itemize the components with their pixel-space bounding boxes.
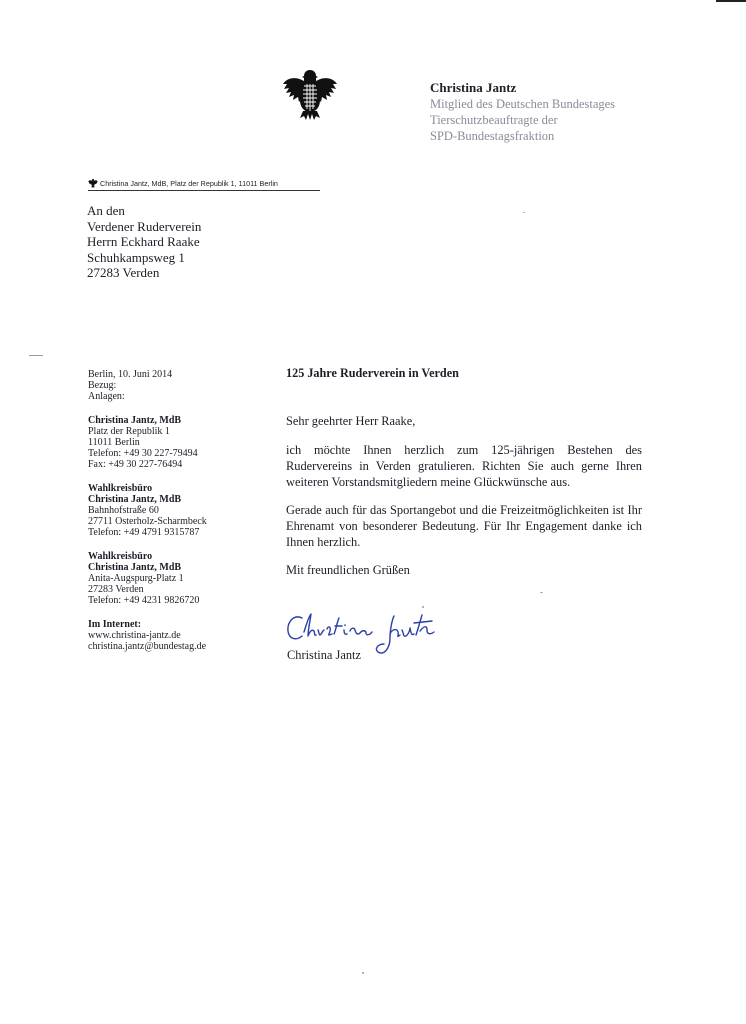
email-link[interactable]: christina.jantz@bundestag.de [88,641,207,653]
office-verden [88,551,268,607]
recipient-address [87,203,201,281]
signature-name: Christina Jantz [287,648,361,662]
sender-role-line: Tierschutzbeauftragte der [430,113,558,127]
salutation: Sehr geehrter Herr Raake, [286,414,416,428]
sender-block [430,80,730,144]
closing: Mit freundlichen Grüßen [286,563,410,577]
office-line: 27283 Verden [88,584,144,596]
internet-title: Im Internet: [88,618,142,630]
return-address [88,178,320,191]
office-phone: Telefon: +49 4231 9826720 [88,595,200,607]
body-paragraph: ich möchte Ihnen herzlich zum 125-jährigen Bestehen des Rudervereins in Verden gratulieren. Richten Sie auch gerne Ihren weiteren Vorstandsmitgliedern meine Glückwünsche aus. [286,443,642,489]
anlagen-label: Anlagen: [88,391,125,403]
website-link[interactable]: www.christina-jantz.de [88,629,181,641]
recipient-line: Herrn Eckhard Raake [87,234,200,250]
info-column [88,369,268,664]
office-line: 11011 Berlin [88,437,140,449]
internet-block [88,619,268,653]
office-title: Christina Jantz, MdB [88,493,182,505]
office-berlin [88,415,268,471]
letter-body [286,413,642,590]
office-line: Platz der Republik 1 [88,425,170,437]
body-paragraph: Gerade auch für das Sportangebot und die Freizeitmöglichkeiten ist Ihr Ehrenamt von besonderer Bedeutung. Für Ihr Engagement danke ich Ihnen herzlich. [286,503,642,549]
recipient-line: Verdener Ruderverein [87,218,202,234]
letter-date: Berlin, 10. Juni 2014 [88,369,173,380]
letter-subject: 125 Jahre Ruderverein in Verden [286,366,459,380]
office-phone: Telefon: +49 30 227-79494 [88,448,198,460]
office-phone: Telefon: +49 4791 9315787 [88,527,200,539]
return-address-text: Christina Jantz, MdB, Platz der Republik 1, 11011 Berlin [100,178,278,188]
recipient-line: Schuhkampsweg 1 [87,249,185,265]
recipient-line: An den [87,203,125,218]
office-title: Wahlkreisbüro [88,550,153,562]
office-title: Christina Jantz, MdB [88,561,182,573]
federal-eagle-icon [88,178,98,188]
office-fax: Fax: +49 30 227-76494 [88,459,183,471]
office-line: Anita-Augspurg-Platz 1 [88,573,184,585]
sender-name: Christina Jantz [430,80,517,95]
federal-eagle-icon [281,66,339,122]
bezug-label: Bezug: [88,380,117,392]
sender-role-line: Mitglied des Deutschen Bundestages [430,97,616,111]
office-title: Christina Jantz, MdB [88,414,182,426]
office-line: Bahnhofstraße 60 [88,505,159,517]
office-title: Wahlkreisbüro [88,482,153,494]
sender-role-line: SPD-Bundestagsfraktion [430,129,555,143]
recipient-line: 27283 Verden [87,265,160,281]
office-osterholz [88,483,268,539]
date-block [88,369,268,403]
office-line: 27711 Osterholz-Scharmbeck [88,516,207,528]
